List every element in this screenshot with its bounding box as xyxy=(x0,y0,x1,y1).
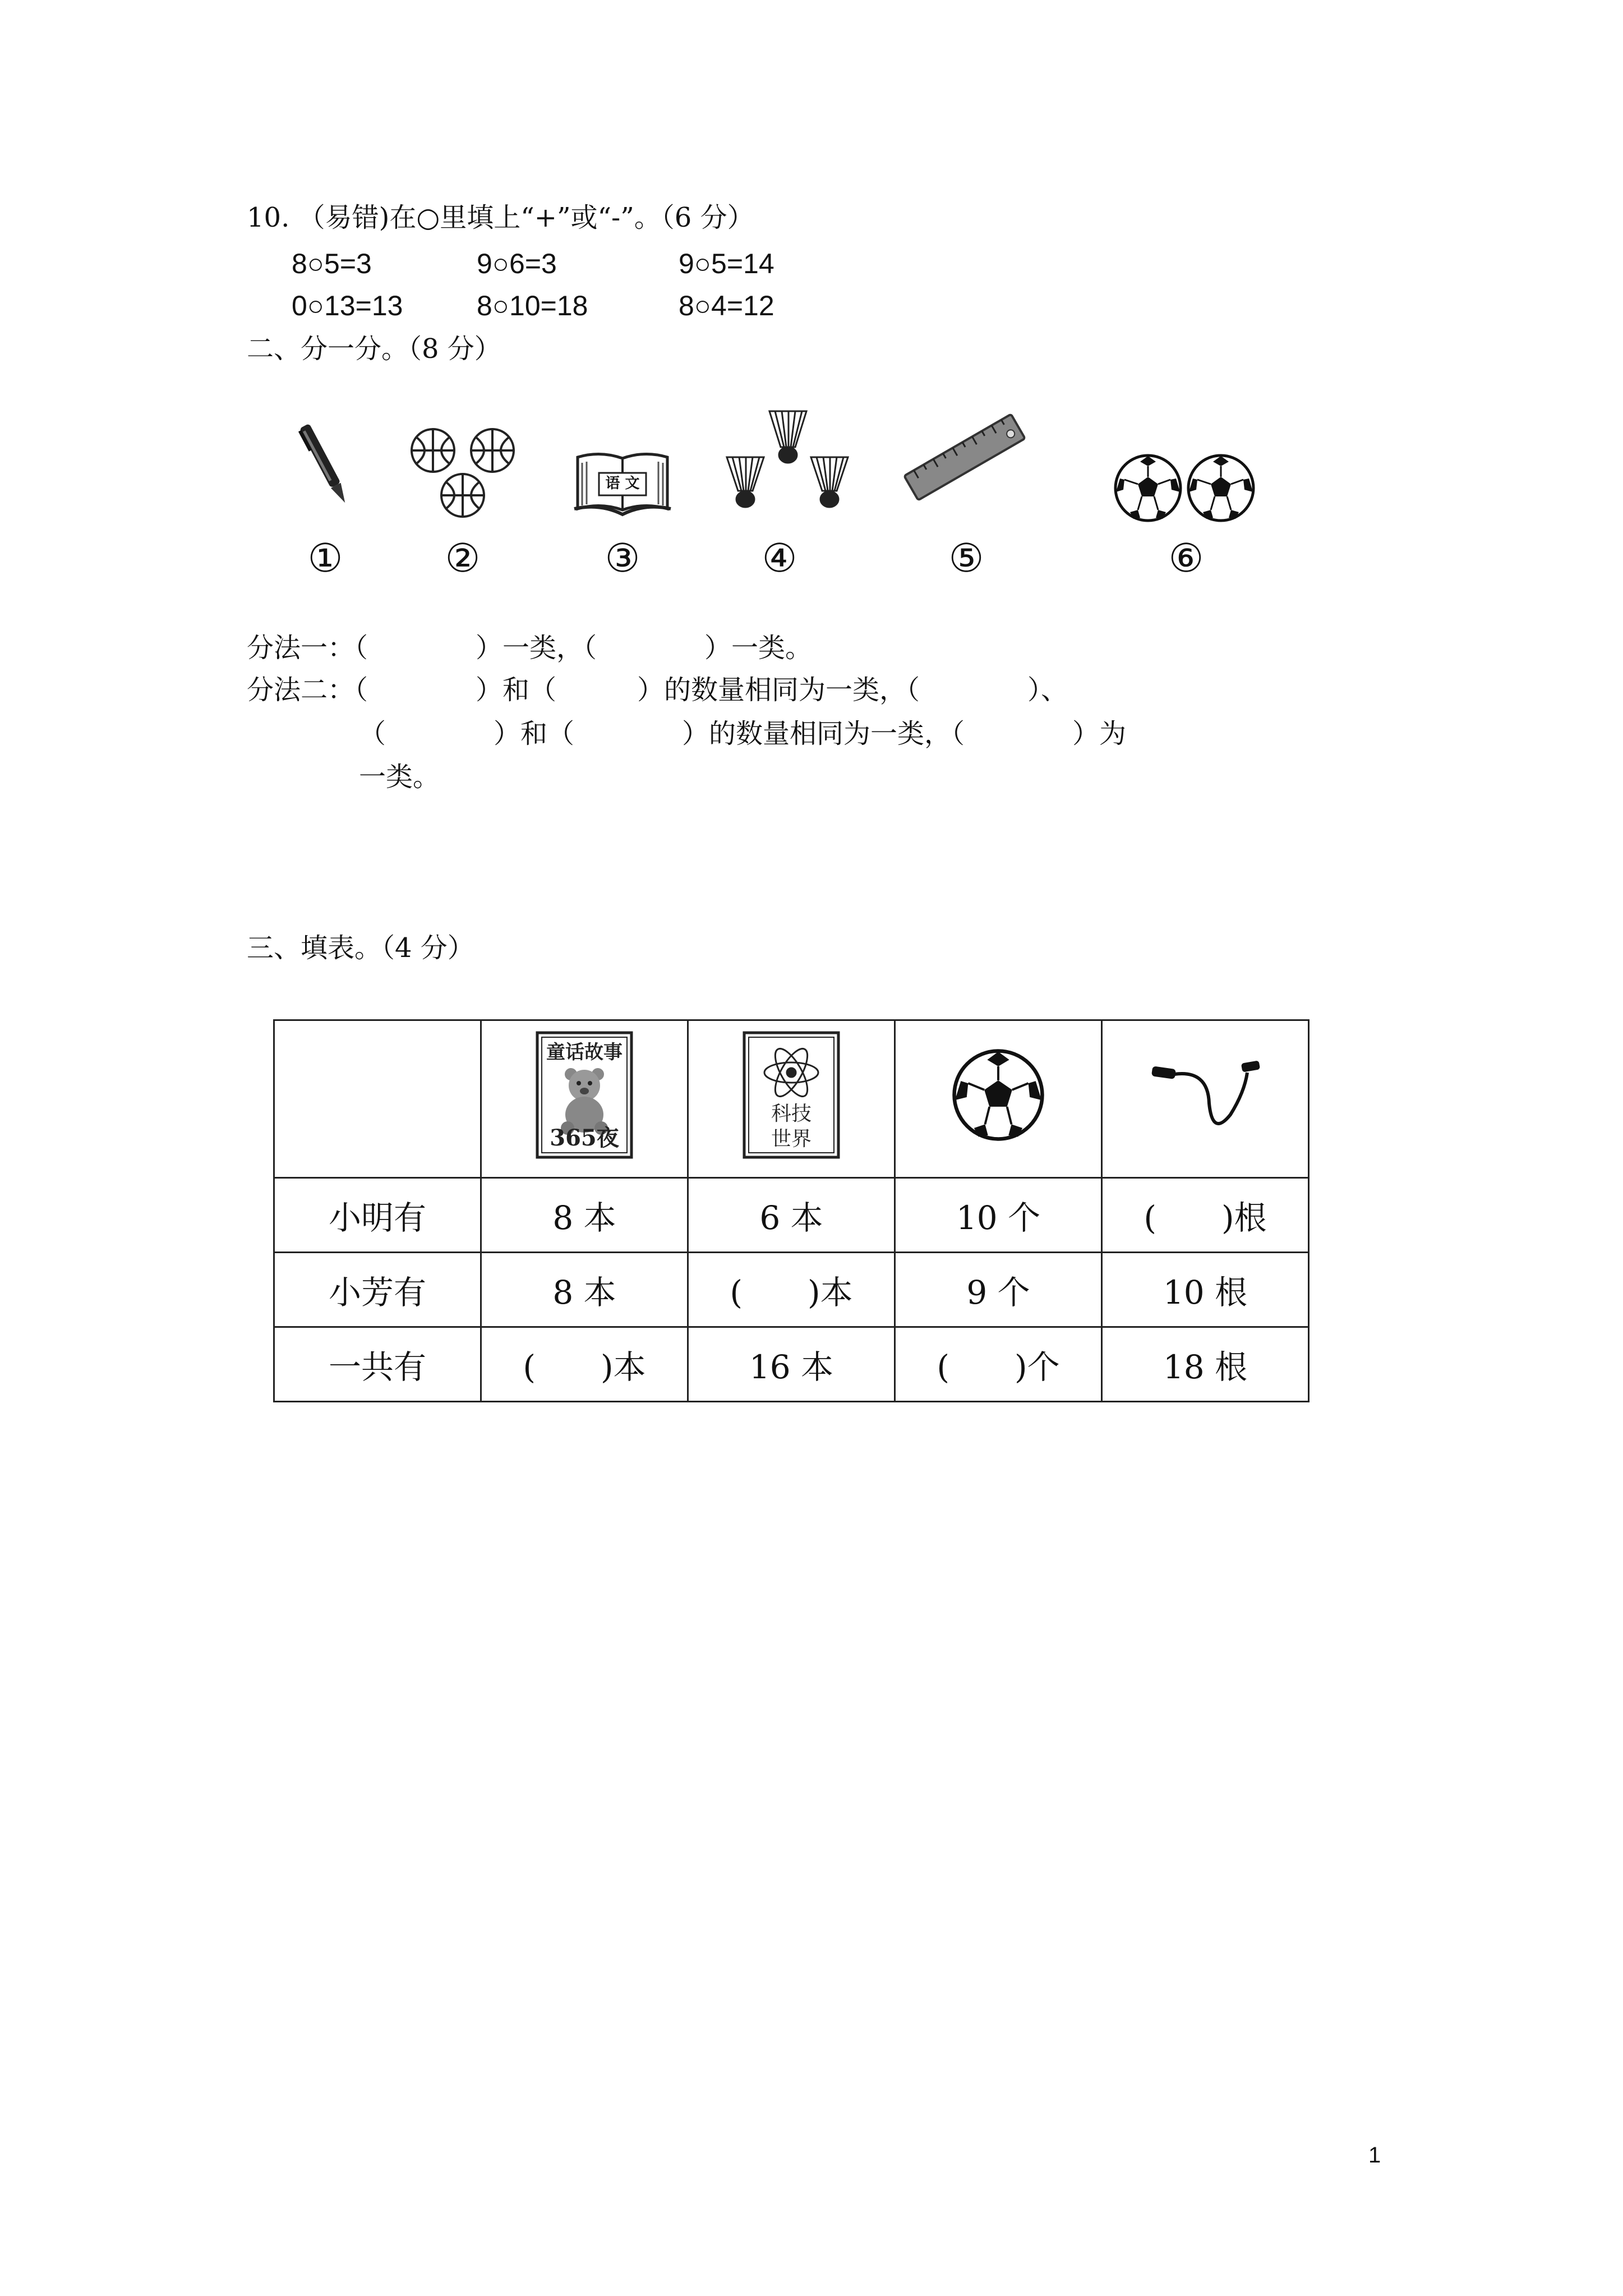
jump-rope-icon xyxy=(1146,1047,1264,1143)
table-cell: 8 本 xyxy=(481,1178,688,1253)
equation: 8○10=18 xyxy=(477,290,588,321)
item-number: ① xyxy=(307,535,343,581)
equation: 8○4=12 xyxy=(679,290,774,321)
table-cell: 10 根 xyxy=(1102,1253,1309,1327)
table-cell: ( )本 xyxy=(481,1327,688,1402)
item-number: ⑥ xyxy=(1168,535,1204,581)
basketballs-icon xyxy=(404,424,522,524)
row-label: 一共有 xyxy=(274,1327,481,1402)
section3-title: 三、填表。（4 分） xyxy=(247,932,474,964)
row-label: 小明有 xyxy=(274,1178,481,1253)
header-jump-rope xyxy=(1102,1020,1309,1178)
method2-line2: （ ）和（ ）的数量相同为一类，（ ）为 xyxy=(359,718,1127,749)
fill-table xyxy=(273,1019,1310,1402)
storybook-subtitle: 365夜 xyxy=(550,1125,619,1151)
storybook-icon xyxy=(534,1030,635,1159)
soccer-ball-icon xyxy=(951,1047,1046,1143)
table-cell: ( )根 xyxy=(1102,1178,1309,1253)
method1-text: 分法一：（ ）一类，（ ）一类。 xyxy=(247,632,813,664)
science-book-line1: 科技 xyxy=(771,1102,812,1125)
soccer-balls-icon xyxy=(1113,452,1259,524)
table-row xyxy=(274,1178,1309,1253)
section2-title: 二、分一分。（8 分） xyxy=(247,333,501,365)
equation: 9○5=14 xyxy=(679,248,774,279)
pen-icon xyxy=(292,415,359,516)
equation: 9○6=3 xyxy=(477,248,557,279)
equation: 8○5=3 xyxy=(292,248,372,279)
science-book-line2: 世界 xyxy=(771,1128,812,1151)
table-cell: ( )本 xyxy=(688,1253,895,1327)
equation: 0○13=13 xyxy=(292,290,403,321)
header-storybook xyxy=(481,1020,688,1178)
book-cover-text: 语 文 xyxy=(605,475,640,492)
header-soccer-ball xyxy=(895,1020,1102,1178)
header-science-book xyxy=(688,1020,895,1178)
table-row xyxy=(274,1253,1309,1327)
item-number: ⑤ xyxy=(948,535,984,581)
method2-line3: 一类。 xyxy=(359,761,440,793)
table-cell: 10 个 xyxy=(895,1178,1102,1253)
table-cell: ( )个 xyxy=(895,1327,1102,1402)
row-label: 小芳有 xyxy=(274,1253,481,1327)
page-number: 1 xyxy=(1368,2143,1381,2168)
item-number: ② xyxy=(445,535,481,581)
table-cell: 8 本 xyxy=(481,1253,688,1327)
table-cell: 6 本 xyxy=(688,1178,895,1253)
method2-line1: 分法二：（ ）和（ ）的数量相同为一类，（ ）、 xyxy=(247,674,1068,706)
table-cell: 16 本 xyxy=(688,1327,895,1402)
item-number: ③ xyxy=(605,535,640,581)
table-cell: 9 个 xyxy=(895,1253,1102,1327)
q10-title: 10. （易错)在○里填上“+”或“-”。（6 分） xyxy=(247,202,754,233)
storybook-title: 童话故事 xyxy=(546,1041,623,1064)
shuttlecocks-icon xyxy=(723,407,852,524)
table-cell: 18 根 xyxy=(1102,1327,1309,1402)
ruler-icon xyxy=(897,404,1032,510)
science-book-icon xyxy=(741,1030,842,1159)
item-number: ④ xyxy=(762,535,797,581)
empty-header-cell xyxy=(274,1020,481,1178)
table-row xyxy=(274,1327,1309,1402)
